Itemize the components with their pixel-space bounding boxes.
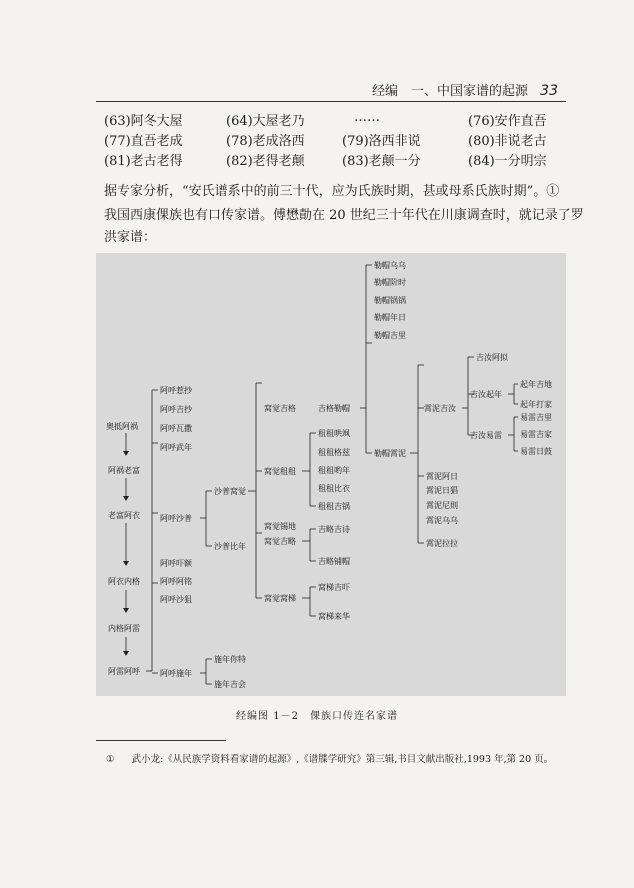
genealogy-node: 窝觉吉略 [264,537,296,546]
genealogy-node: 吉略铺帽 [318,557,350,566]
footnote-text: 武小龙:《从民族学资料看家谱的起源》,《谱牒学研究》第三辑,书目文献出版社,1993 年,第 20 页。 [131,754,554,765]
name-item: (63)阿冬大屋 [104,114,183,129]
genealogy-node: 阿呼沙普 [160,514,192,523]
genealogy-node: 阿呼瓦撒 [160,424,192,433]
genealogy-node: 起年打家 [520,400,552,409]
genealogy-node: 起年吉地 [520,380,552,389]
genealogy-node: 阿呼吓额 [160,559,192,568]
genealogy-node: 霄泥日猖 [426,486,458,495]
genealogy-node: 阿呼阿铭 [160,577,192,586]
name-item: (80)非说老古 [468,134,547,149]
genealogy-node: 租租吉锅 [318,502,350,511]
name-item: (64)大屋老乃 [226,114,305,129]
genealogy-node: 窝觉吉格 [264,404,296,413]
genealogy-node: 阿呼施年 [160,669,192,678]
genealogy-node: 阿呼武年 [160,443,192,452]
genealogy-node: 吉汝起年 [470,390,502,399]
running-header [372,80,558,99]
name-item: (76)安作直吾 [468,114,547,129]
genealogy-node: 施年你特 [214,655,246,664]
genealogy-node: 勒帽年日 [374,313,406,322]
footnote-rule [96,740,226,741]
name-item: (81)老古老得 [104,154,183,169]
footnote [106,751,553,765]
name-item: (78)老成洛西 [226,134,305,149]
genealogy-node: 阿祸老富 [108,466,140,475]
genealogy-node: 窝梯吉吓 [318,583,350,592]
header-rule [96,101,566,102]
genealogy-node: 吉格勒帽 [318,404,350,413]
genealogy-node: 沙普窝觉 [214,487,246,496]
genealogy-node: 阿呼吉抄 [160,405,192,414]
page-number: 33 [540,83,558,99]
name-item: …… [354,110,380,125]
genealogy-node: 阿衣内格 [108,577,140,586]
genealogy-node: 窝觉租租 [264,467,296,476]
paragraph: 据专家分析，“安氏谱系中的前三十代，应为氏族时期，甚或母系氏族时期”。① [104,184,560,199]
genealogy-node: 霄泥吉汝 [424,404,456,413]
genealogy-node: 施年吉会 [214,680,246,689]
genealogy-node: 易雷吉里 [520,413,552,422]
name-item: (82)老得老颠 [226,154,305,169]
figure-caption: 经编图 1－2 倮族口传连名家谱 [236,711,398,722]
running-header-section: 经编 一、中国家谱的起源 [372,84,529,99]
genealogy-node: 勒帽锅锅 [374,296,406,305]
genealogy-node: 吉略吉诗 [318,525,350,534]
paragraph: 洪家谱： [104,230,157,245]
genealogy-node: 易雷日鼓 [520,447,552,456]
name-item: (79)洛西非说 [342,134,421,149]
genealogy-node: 窝觉锡地 [264,522,296,531]
genealogy-node: 租租哟年 [318,466,350,475]
genealogy-node: 租租哄飒 [318,429,350,438]
name-item: (84)一分明宗 [468,154,547,169]
name-item: (77)直吾老成 [104,134,183,149]
genealogy-node: 霄泥尼則 [426,501,458,510]
genealogy-node: 租租格兹 [318,448,350,457]
genealogy-node: 老富阿衣 [108,511,140,520]
genealogy-node: 窝梯来华 [318,612,350,621]
genealogy-node: 霄泥拉拉 [426,539,458,548]
genealogy-node: 勒帽吉里 [374,331,406,340]
genealogy-node: 窝觉窝梯 [264,594,296,603]
genealogy-node: 阿雷阿呼 [108,667,140,676]
genealogy-figure [96,253,566,696]
genealogy-node: 阿呼沙狙 [160,595,192,604]
genealogy-node: 霄泥乌乌 [426,516,458,525]
genealogy-node: 勒帽乌乌 [374,261,406,270]
genealogy-node: 沙普比年 [214,542,246,551]
genealogy-node: 勒帽霄泥 [374,449,406,458]
paragraph: 我国西康倮族也有口传家谱。傅懋勣在 20 世纪三十年代在川康调查时，就记录了罗 [104,208,584,223]
footnote-marker: ① [106,754,115,765]
name-item: (83)老颠一分 [342,154,421,169]
genealogy-node: 奥抵阿祸 [106,422,138,431]
genealogy-node: 易雷吉家 [520,430,552,439]
genealogy-node: 勒帽阶时 [374,278,406,287]
genealogy-node: 吉汝阿拟 [476,353,508,362]
genealogy-node: 霄泥阿日 [426,472,458,481]
genealogy-node: 内格阿雷 [108,624,140,633]
genealogy-node: 租租比衣 [318,484,350,493]
genealogy-node: 阿呼惹抄 [160,386,192,395]
genealogy-node: 吉汝易雷 [470,431,502,440]
